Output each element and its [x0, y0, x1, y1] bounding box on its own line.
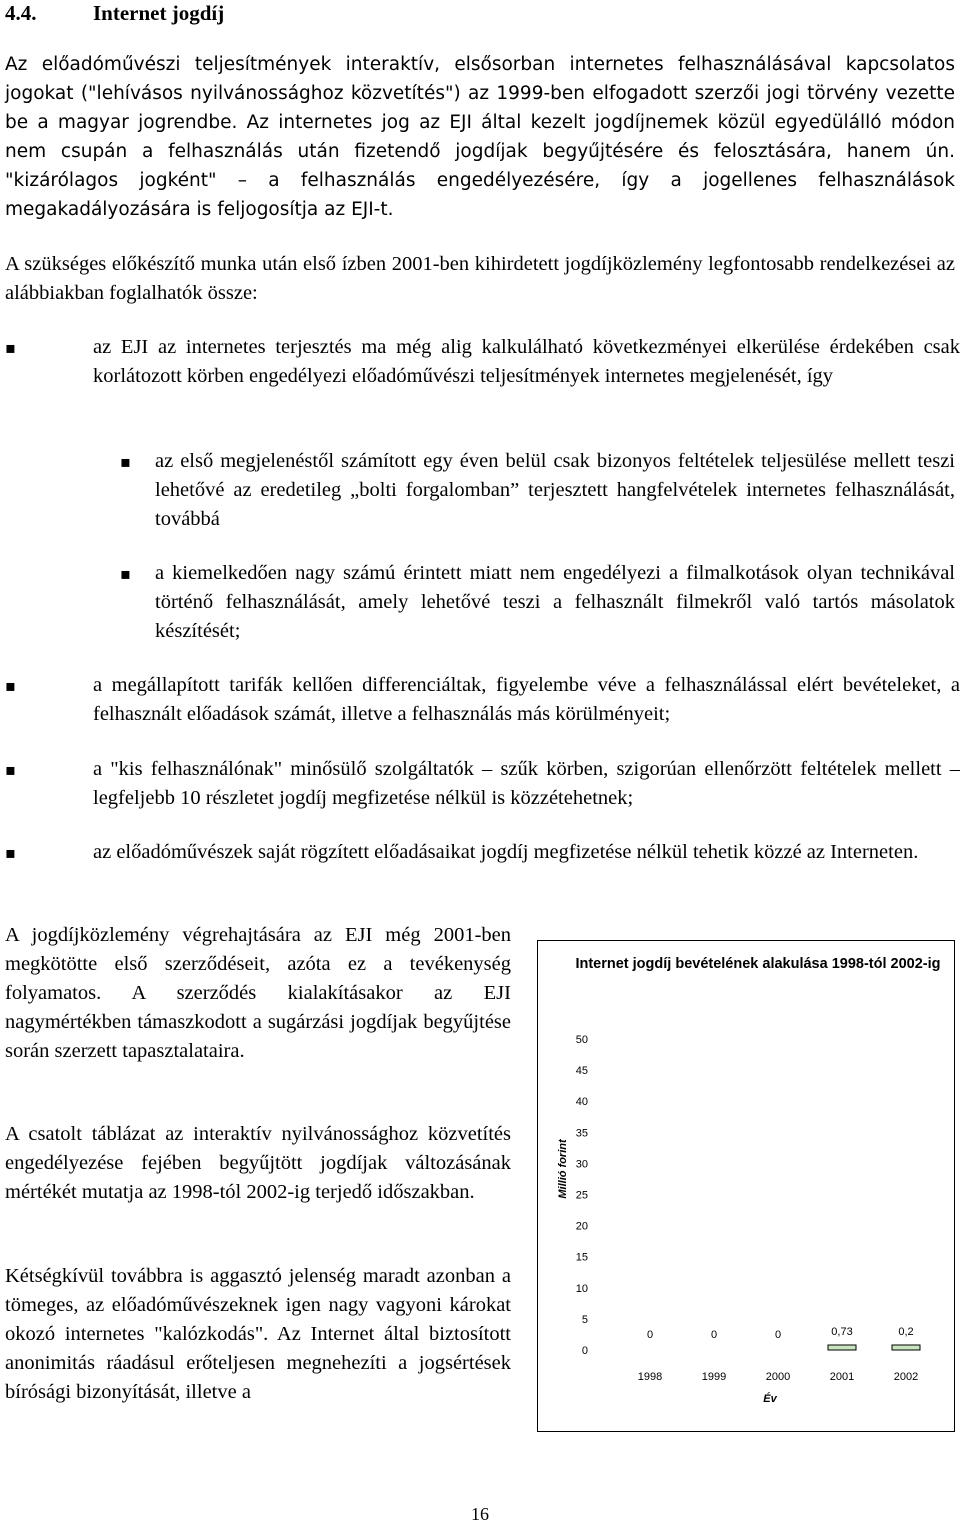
y-tick-label: 30	[575, 1158, 588, 1171]
y-tick-label: 10	[575, 1282, 588, 1295]
bar	[828, 1345, 856, 1350]
list-item-text: az EJI az internetes terjesztés ma még alig kalkulálható következményei elkerülése érdekében csak korlátozott körben engedélyezi előadóművészi teljesítmények internetes megjelenését, így	[93, 336, 960, 387]
list-item-text: az előadóművészek saját rögzített előadásaikat jogdíj megfizetése nélkül tehetik közzé az Interneten.	[93, 841, 919, 863]
list-item-text: a "kis felhasználónak" minősülő szolgáltatók – szűk körben, szigorúan ellenőrzött feltételek mellett – legfeljebb 10 részletet jogdíj megfizetése nélkül is közzétehetnek;	[93, 758, 960, 809]
y-tick-label: 25	[575, 1189, 588, 1202]
y-tick-label: 40	[575, 1096, 588, 1109]
revenue-chart	[537, 940, 955, 1432]
section-number: 4.4.	[5, 1, 37, 25]
data-label: 0,2	[898, 1326, 914, 1338]
x-tick-label: 2000	[765, 1371, 791, 1383]
page-number: 16	[471, 1504, 489, 1524]
bullet-marker-icon: ▪	[120, 564, 131, 583]
y-tick-label: 35	[575, 1127, 588, 1140]
x-tick-label: 2001	[829, 1371, 855, 1383]
x-tick-label: 1999	[701, 1371, 727, 1383]
x-tick-label: 1998	[637, 1371, 663, 1383]
section-heading	[5, 0, 224, 26]
y-tick-label: 50	[575, 1034, 588, 1046]
column-paragraph: Kétségkívül továbbra is aggasztó jelenség maradt azonban a tömeges, az előadóművészeknek igen nagy vagyoni károkat okozó internetes "kalózkodás". Az Internet által biztosított anonimitás ráadásul erőteljesen megnehezíti a jogsértések bírósági bizonyítását, illetve a	[5, 1265, 511, 1403]
column-paragraph: A jogdíjközlemény végrehajtására az EJI még 2001-ben megkötötte első szerződéseit, azóta ez a tevékenység folyamatos. A szerződés kialakításakor az EJI nagymértékben támaszkodott a sugárzási jogdíjak begyűjtése során szerzett tapasztalataira.	[5, 924, 511, 1062]
sub-list-item-text: az első megjelenéstől számított egy éven belül csak bizonyos feltételek teljesülése mellett teszi lehetővé az eredetileg „bolti forgalomban” terjesztett hangfelvételek internetes felhasználását, továbbá	[155, 450, 955, 530]
chart-plot	[538, 941, 954, 1431]
chart-title: Internet jogdíj bevételének alakulása 1998-tól 2002-ig	[575, 956, 941, 972]
summary-paragraph: A szükséges előkészítő munka után első ízben 2001-ben kihirdetett jogdíjközlemény legfontosabb rendelkezései az alábbiakban foglalhatók össze:	[5, 253, 955, 304]
x-axis-label: Év	[763, 1393, 777, 1405]
bullet-marker-icon: ▪	[5, 338, 16, 357]
section-title: Internet jogdíj	[93, 1, 225, 25]
list-item-text: a megállapított tarifák kellően differenciáltak, figyelembe véve a felhasználással elért bevételeket, a felhasznált előadások számát, illetve a felhasználás más körülményeit;	[93, 674, 960, 725]
bullet-marker-icon: ▪	[120, 452, 131, 471]
intro-paragraph: Az előadóművészi teljesítmények interaktív, elsősorban internetes felhasználásával kapcsolatos jogokat ("lehívásos nyilvánossághoz közvetítés") az 1999-ben elfogadott szerzői jogi törvény vezette be a magyar jogrendbe. Az internetes jog az EJI által kezelt jogdíjnemek közül egyedülálló módon nem csupán a felhasználás után fizetendő jogdíjak begyűjtésére és felosztására, hanem ún. "kizárólagos jogként" – a felhasználás engedélyezésére, így a jogellenes felhasználások megakadályozására is feljogosítja az EJI-t.	[5, 54, 955, 220]
y-axis-label: Millió forint	[557, 1139, 569, 1199]
y-tick-label: 0	[581, 1345, 588, 1357]
data-label: 0	[774, 1329, 782, 1341]
bullet-marker-icon: ▪	[5, 676, 16, 695]
sub-list-item-text: a kiemelkedően nagy számú érintett miatt nem engedélyezi a filmalkotások olyan technikával történő felhasználását, amely lehetővé teszi a felhasznált filmekről való tartós másolatok készítését;	[155, 562, 955, 642]
bullet-marker-icon: ▪	[5, 760, 16, 779]
bullet-marker-icon: ▪	[5, 843, 16, 862]
x-tick-label: 2002	[893, 1371, 919, 1383]
y-tick-label: 45	[575, 1065, 588, 1078]
y-tick-label: 5	[581, 1313, 588, 1326]
bar	[892, 1345, 920, 1350]
column-paragraph: A csatolt táblázat az interaktív nyilvánossághoz közvetítés engedélyezése fejében begyűjtött jogdíjak változásának mértékét mutatja az 1998-tól 2002-ig terjedő időszakban.	[5, 1123, 511, 1203]
data-label: 0	[646, 1329, 654, 1341]
data-label: 0	[710, 1329, 718, 1341]
y-tick-label: 15	[575, 1251, 588, 1264]
data-label: 0,73	[831, 1326, 853, 1338]
y-tick-label: 20	[575, 1220, 588, 1233]
